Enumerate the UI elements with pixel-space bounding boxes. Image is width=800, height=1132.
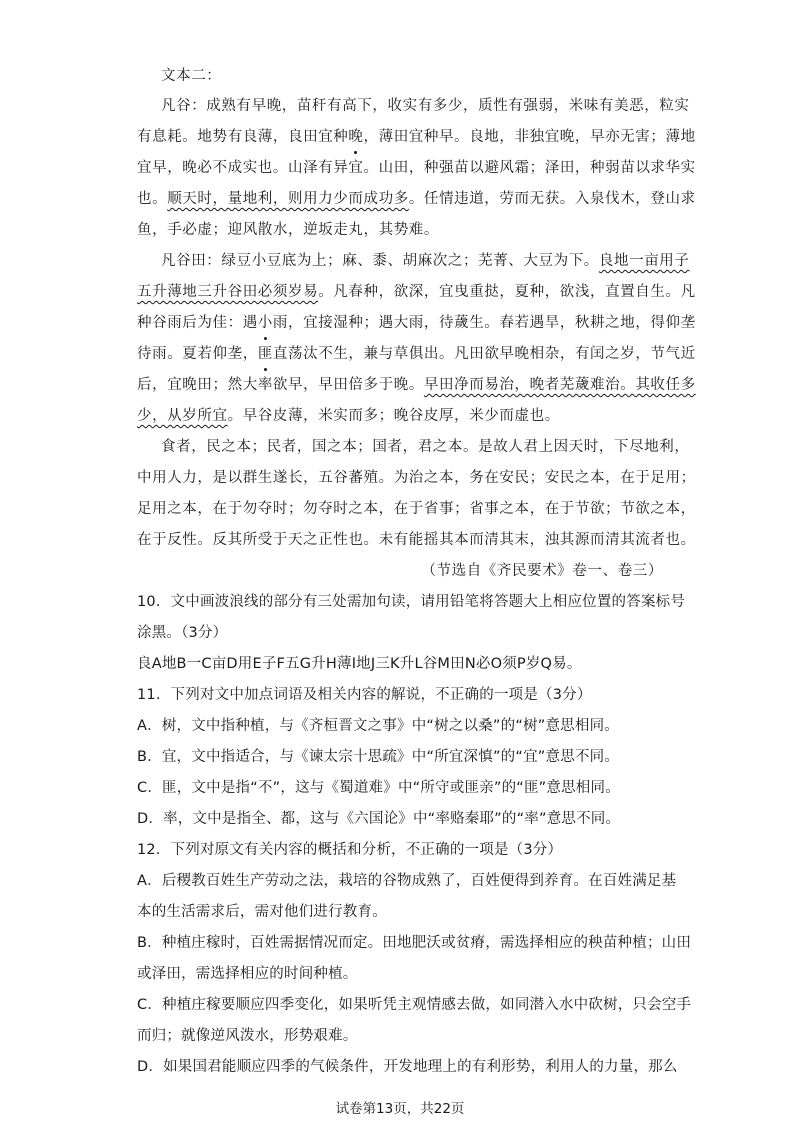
p2-line-2: 五升薄地三升谷田必须岁易。凡春种，欲深，宜曳重挞，夏种，欲浅，直置自生。凡: [137, 284, 696, 300]
dotted-char-fei: 匪: [258, 342, 273, 363]
q11-stem: 11．下列对文中加点词语及相关内容的解说，不正确的一项是（3分）: [137, 687, 592, 703]
p2-line-4: 待雨。夏若仰垄，匪直荡汰不生，兼与草俱出。凡田欲早晚相杂，有闰之岁，节气近: [137, 342, 696, 363]
p2-line-1: 凡谷田：绿豆小豆底为上；麻、黍、胡麻次之；芜菁、大豆为下。良地一亩用子: [161, 253, 690, 269]
q11-option-a: A．树，文中指种植，与《齐桓晋文之事》中“树之以桑”的“树”意思相同。: [137, 718, 619, 734]
p3-line-1: 食者，民之本；民者，国之本；国者，君之本。是故人君上因天时，下尽地利，: [161, 439, 690, 455]
q12-option-a-line-2: 本的生活需求后，需对他们进行教育。: [137, 904, 387, 920]
q12-stem: 12．下列对原文有关内容的概括和分析，不正确的一项是（3分）: [137, 842, 563, 858]
wavy-underline-text: 少，从岁所宜: [137, 408, 228, 424]
p1-line-5: 鱼，手必虚；迎风散水，逆坂走丸，其势难。: [137, 222, 439, 238]
q10-stem-line-2: 涂黑。（3分）: [137, 625, 228, 641]
q12-option-c-line-2: 而归；就像逆风泼水，形势艰难。: [137, 1028, 358, 1044]
p1-line-1: 凡谷：成熟有早晚，苗秆有高下，收实有多少，质性有强弱，米味有美恶，粒实: [161, 98, 690, 114]
p1-line-4: 也。顺天时，量地利，则用力少而成功多。任情违道，劳而无获。入泉伐木，登山求: [137, 191, 696, 207]
p1-line-3: 宜早，晚必不成实也。山泽有异宜。山田，种强苗以避风霜；泽田，种弱苗以求华实: [137, 156, 696, 177]
wavy-underline-text: 早田净而易治，晚者芜薉难治。其收任多: [423, 377, 696, 393]
q12-option-b-line-2: 或泽田，需选择相应的时间种植。: [137, 966, 358, 982]
dotted-char-lv: 率: [258, 373, 273, 394]
p3-line-2: 中用人力，是以群生遂长，五谷蕃殖。为治之本，务在安民；安民之本，在于足用；: [137, 470, 696, 486]
q11-option-c: C．匪，文中是指“不”，这与《蜀道难》中“所守或匪亲”的“匪”意思相同。: [137, 780, 620, 796]
dotted-char-yi: 宜: [348, 156, 363, 177]
p2-line-6: 少，从岁所宜。早谷皮薄，米实而多；晚谷皮厚，米少而虚也。: [137, 408, 560, 424]
p3-line-3: 足用之本，在于勿夺时；勿夺时之本，在于省事；省事之本，在于节欲；节欲之本，: [137, 501, 696, 517]
p1-line-2: 有息耗。地势有良薄，良田宜种晚，薄田宜种早。良地，非独宜晚，早亦无害；薄地: [137, 129, 696, 145]
q12-option-d-line-1: D．如果国君能顺应四季的气候条件，开发地理上的有利形势，利用人的力量，那么: [137, 1059, 678, 1075]
wavy-underline-text: 五升薄地三升谷田必须岁易: [137, 284, 319, 300]
wavy-underline-text: 顺天时，量地利，则用力少而成功多: [167, 191, 409, 207]
page-footer: 试卷第13页，共22页: [335, 1101, 465, 1117]
q12-option-b-line-1: B．种植庄稼时，百姓需据情况而定。田地肥沃或贫瘠，需选择相应的秧苗种植；山田: [137, 935, 692, 951]
p2-line-5: 后，宜晚田；然大率欲早，早田倍多于晚。早田净而易治，晚者芜薉难治。其收任多: [137, 373, 696, 394]
q10-options: 良A地B一C亩D用E子F五G升H薄I地J三K升L谷M田N必O须P岁Q易。: [137, 656, 582, 672]
wavy-underline-text: 良地一亩用子: [598, 253, 690, 269]
q10-stem-line-1: 10．文中画波浪线的部分有三处需加句读，请用铅笔将答题大上相应位置的答案标号: [137, 594, 686, 610]
source-citation: （节选自《齐民要术》卷一、卷三）: [421, 563, 663, 579]
q12-option-a-line-1: A．后稷教百姓生产劳动之法，栽培的谷物成熟了，百姓便得到养育。在百姓满足基: [137, 873, 677, 889]
text-heading: 文本二：: [161, 68, 222, 84]
q11-option-d: D．率，文中是指全、都，这与《六国论》中“率赂秦耶”的“率”意思不同。: [137, 811, 621, 827]
p3-line-4: 在于反性。反其所受于天之正性也。未有能摇其本而清其末，浊其源而清其流者也。: [137, 532, 696, 548]
q12-option-c-line-1: C．种植庄稼要顺应四季变化，如果听凭主观情感去做，如同潜入水中砍树，只会空手: [137, 997, 692, 1013]
p2-line-3: 种谷雨后为佳：遇小雨，宜接湿种；遇大雨，待薉生。春若遇旱，秋耕之地，得仰垄: [137, 315, 696, 331]
q11-option-b: B．宜，文中指适合，与《谏太宗十思疏》中“所宜深慎”的“宜”意思不同。: [137, 749, 619, 765]
